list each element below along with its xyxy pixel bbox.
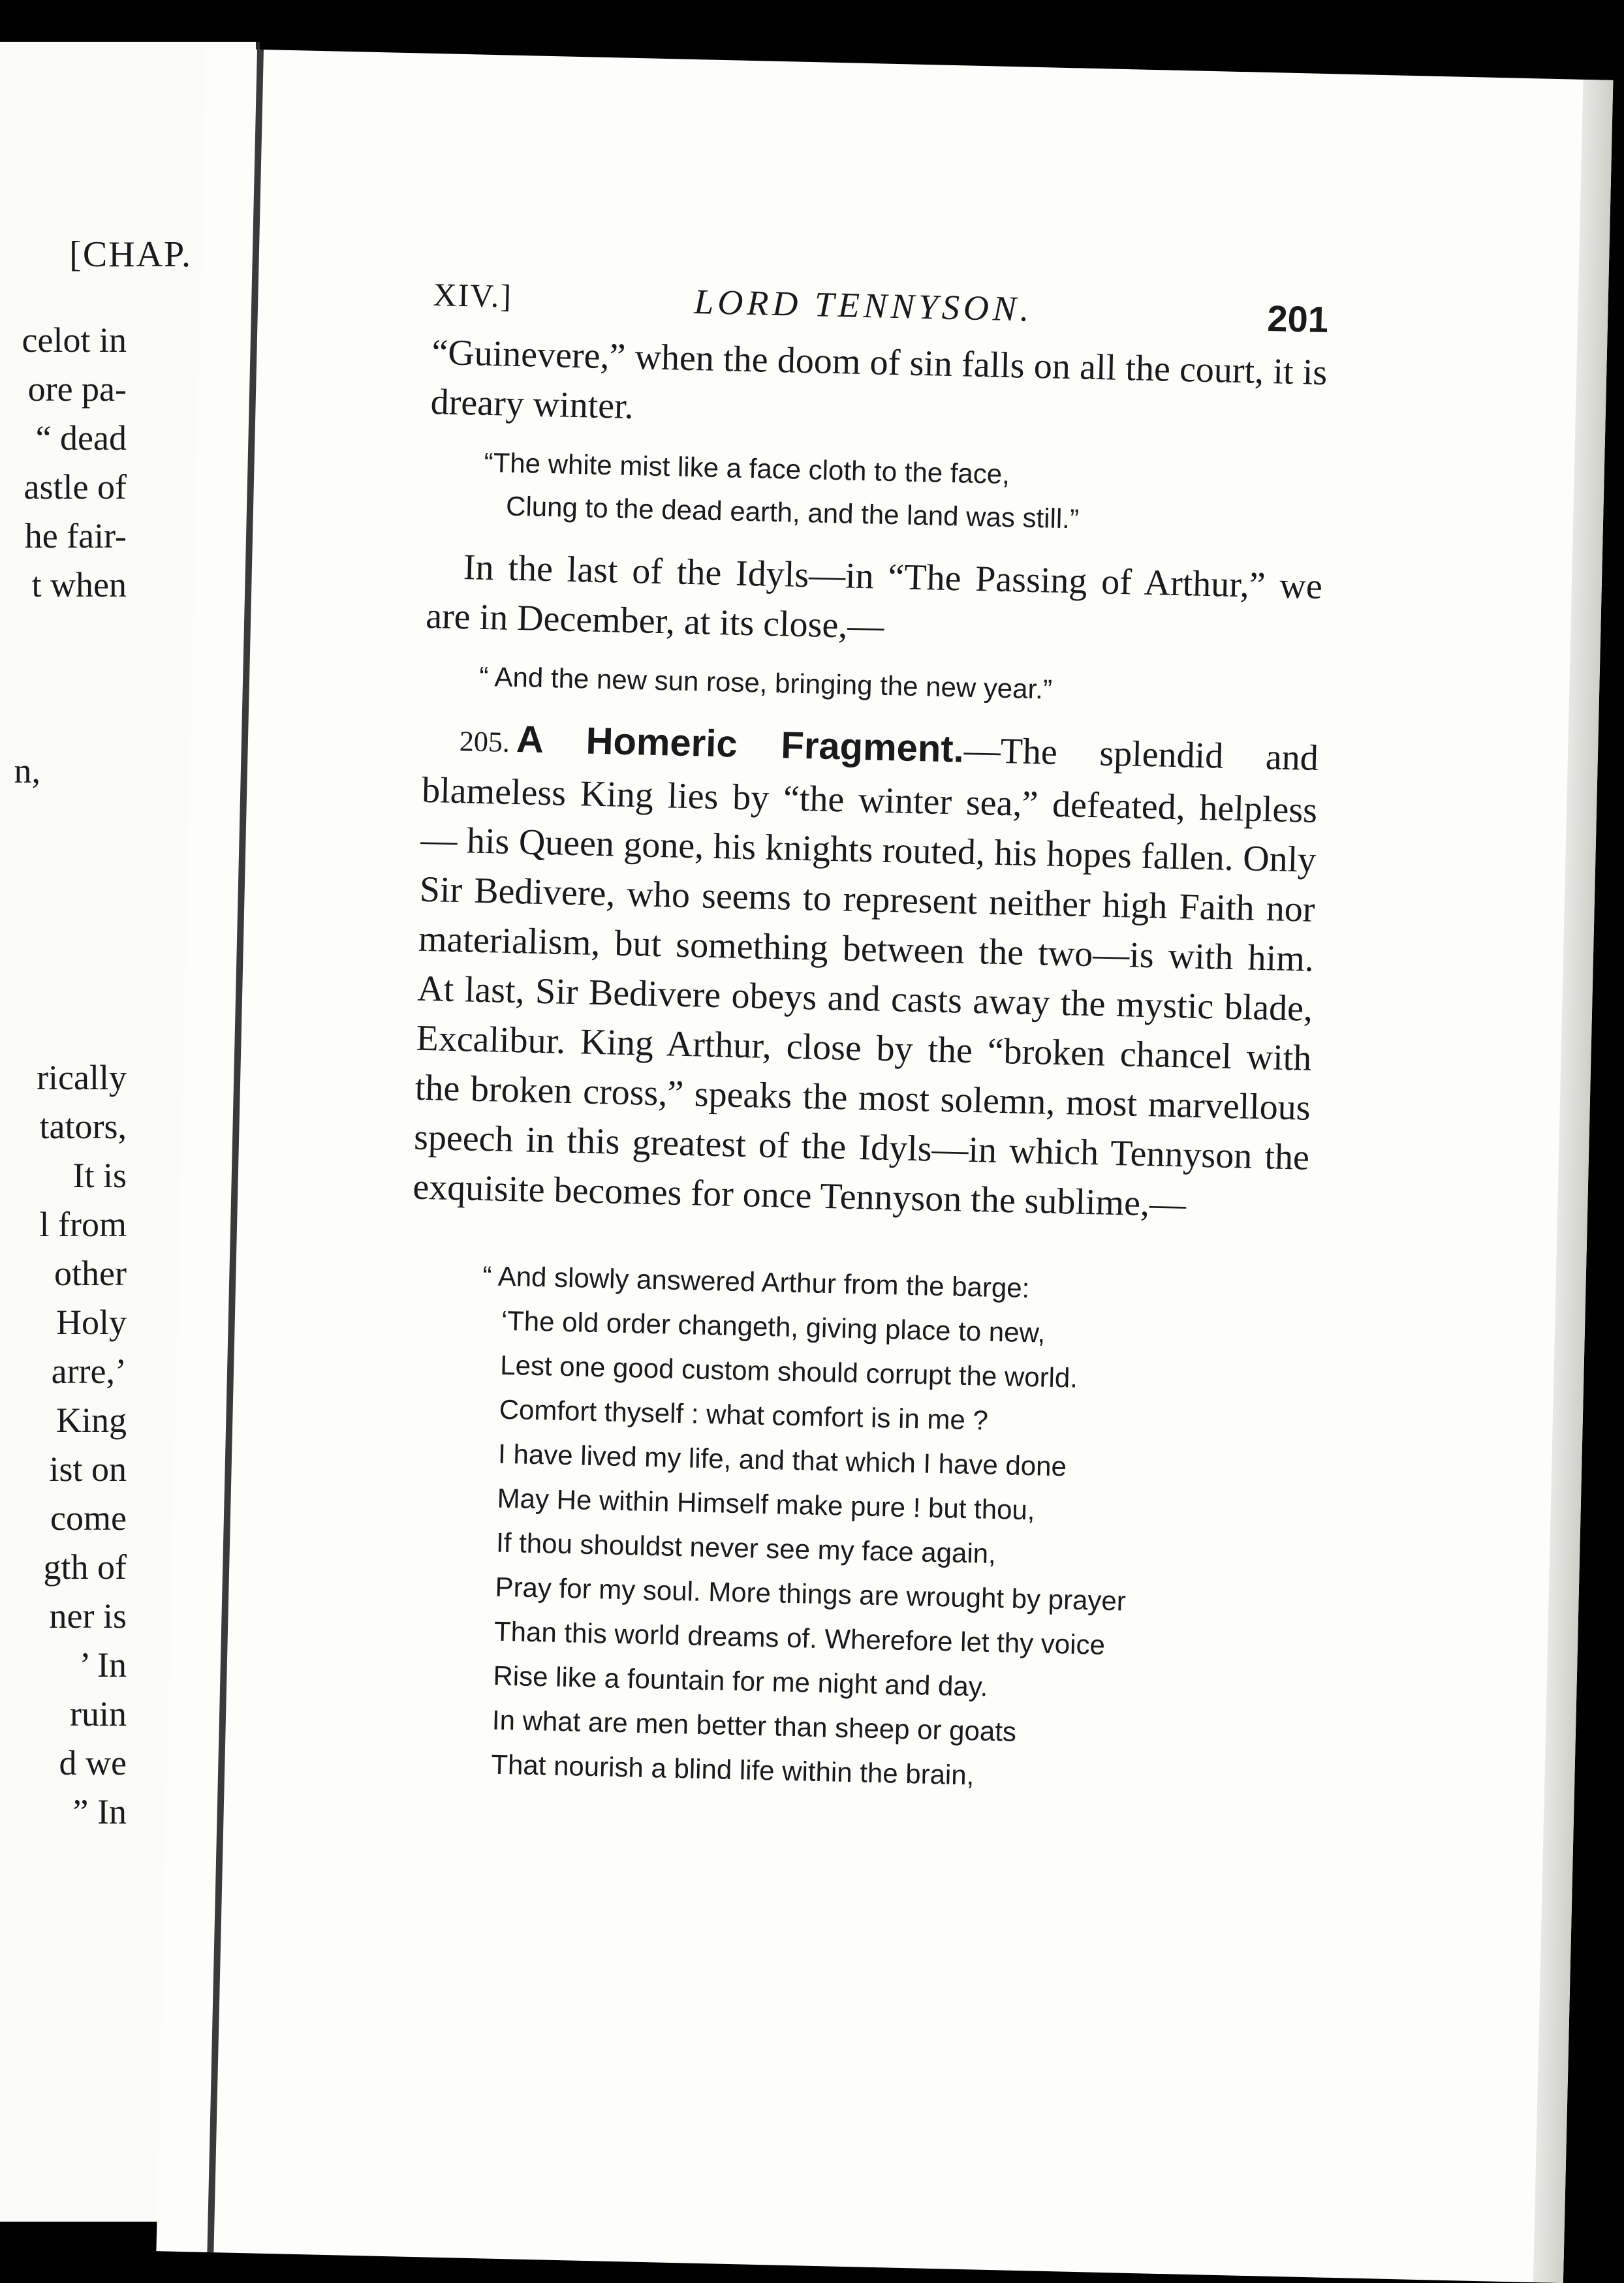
- chapter-marker: XIV.]: [432, 275, 513, 315]
- left-line-fragment: ner is: [49, 1596, 127, 1636]
- page-edge-shadow: [1533, 80, 1614, 2283]
- section-205: [413, 713, 1319, 1232]
- left-line-fragment: other: [54, 1254, 127, 1293]
- page-content: [399, 269, 1329, 1805]
- quote-new-sun: “ And the new sun rose, bringing the new year.”: [478, 660, 1053, 705]
- left-line-fragment: d we: [59, 1743, 127, 1782]
- poem-line: Pray for my soul. More things are wrought by prayer: [495, 1571, 1127, 1617]
- left-line-fragment: l from: [39, 1205, 127, 1244]
- left-line-fragment: rically: [37, 1058, 127, 1097]
- left-line-fragment: gth of: [43, 1547, 127, 1587]
- left-line-fragment: Holy: [56, 1303, 127, 1342]
- left-line-fragment: King: [56, 1401, 127, 1440]
- poem-line: If thou shouldst never see my face again,: [495, 1527, 997, 1570]
- poem-line: “ And slowly answered Arthur from the barge:: [482, 1260, 1030, 1304]
- quote-white-mist: “The white mist like a face cloth to the face, Clung to the dead earth, and the land was still.”: [482, 446, 1080, 535]
- left-line-fragment: “ dead: [35, 418, 127, 458]
- section-body: —The splendid and blameless King lies by “the winter sea,” defeated, helpless — his Queen gone, his knights routed, his hopes fallen. Only Sir Bedivere, who seems to represent neither high Faith nor materialism, but something between the two—is with him. At last, Sir Bedivere obeys and casts away the mystic blade, Excalibur. King Arthur, close by the “broken chancel with the broken cross,” speaks the most solemn, most marvellous speech in this greatest of the Idyls—in which Tennyson the exquisite becomes for once Tennyson the sublime,—: [412, 730, 1319, 1225]
- poem-line: Rise like a fountain for me night and day.: [493, 1660, 988, 1702]
- poem-line: Than this world dreams of. Wherefore let thy voice: [493, 1615, 1106, 1660]
- poem-line: That nourish a blind life within the brain,: [490, 1748, 975, 1791]
- right-book-page: [156, 48, 1613, 2283]
- poem-line: May He within Himself make pure ! but thou,: [497, 1482, 1036, 1526]
- left-line-fragment: astle of: [23, 467, 127, 506]
- section-heading: A Homeric Fragment.: [516, 718, 965, 771]
- page-number: 201: [1266, 297, 1329, 341]
- left-line-fragment: celot in: [22, 320, 127, 360]
- section-number: 205.: [459, 725, 510, 758]
- poem-line: I have lived my life, and that which I have done: [497, 1438, 1067, 1482]
- left-line-fragment: arre,’: [51, 1352, 127, 1391]
- left-line-fragment: come: [50, 1499, 127, 1538]
- left-line-fragment: ruin: [70, 1694, 127, 1733]
- poem-line: Lest one good custom should corrupt the world.: [499, 1349, 1078, 1393]
- left-line-fragment: ore pa-: [27, 369, 127, 409]
- left-running-head: [CHAP.: [69, 234, 192, 275]
- paragraph-guinevere: “Guinevere,” when the doom of sin falls on all the court, it is dreary winter.: [430, 332, 1328, 427]
- poem-line: Comfort thyself : what comfort is in me ?: [499, 1393, 989, 1436]
- left-line-fragment: ’ In: [79, 1645, 127, 1685]
- running-title: LORD TENNYSON.: [693, 282, 1034, 329]
- page-gutter-shadow: [207, 50, 264, 2252]
- left-line-fragment: It is: [72, 1156, 127, 1195]
- left-line-fragment: tators,: [39, 1107, 127, 1146]
- poem-line: In what are men better than sheep or goats: [492, 1704, 1017, 1747]
- left-line-fragment: ist on: [49, 1450, 127, 1489]
- left-line-fragment: he fair-: [24, 516, 127, 555]
- poem-line: ‘The old order changeth, giving place to new,: [501, 1305, 1046, 1348]
- left-line-fragment: ” In: [72, 1792, 127, 1831]
- poem-block: [471, 1254, 1307, 1805]
- paragraph-passing-of-arthur: In the last of the Idyls—in “The Passing of Arthur,” we are in December, at its close,—: [425, 547, 1323, 647]
- left-line-fragment: t when: [31, 565, 127, 604]
- left-line-fragment: n,: [14, 751, 40, 790]
